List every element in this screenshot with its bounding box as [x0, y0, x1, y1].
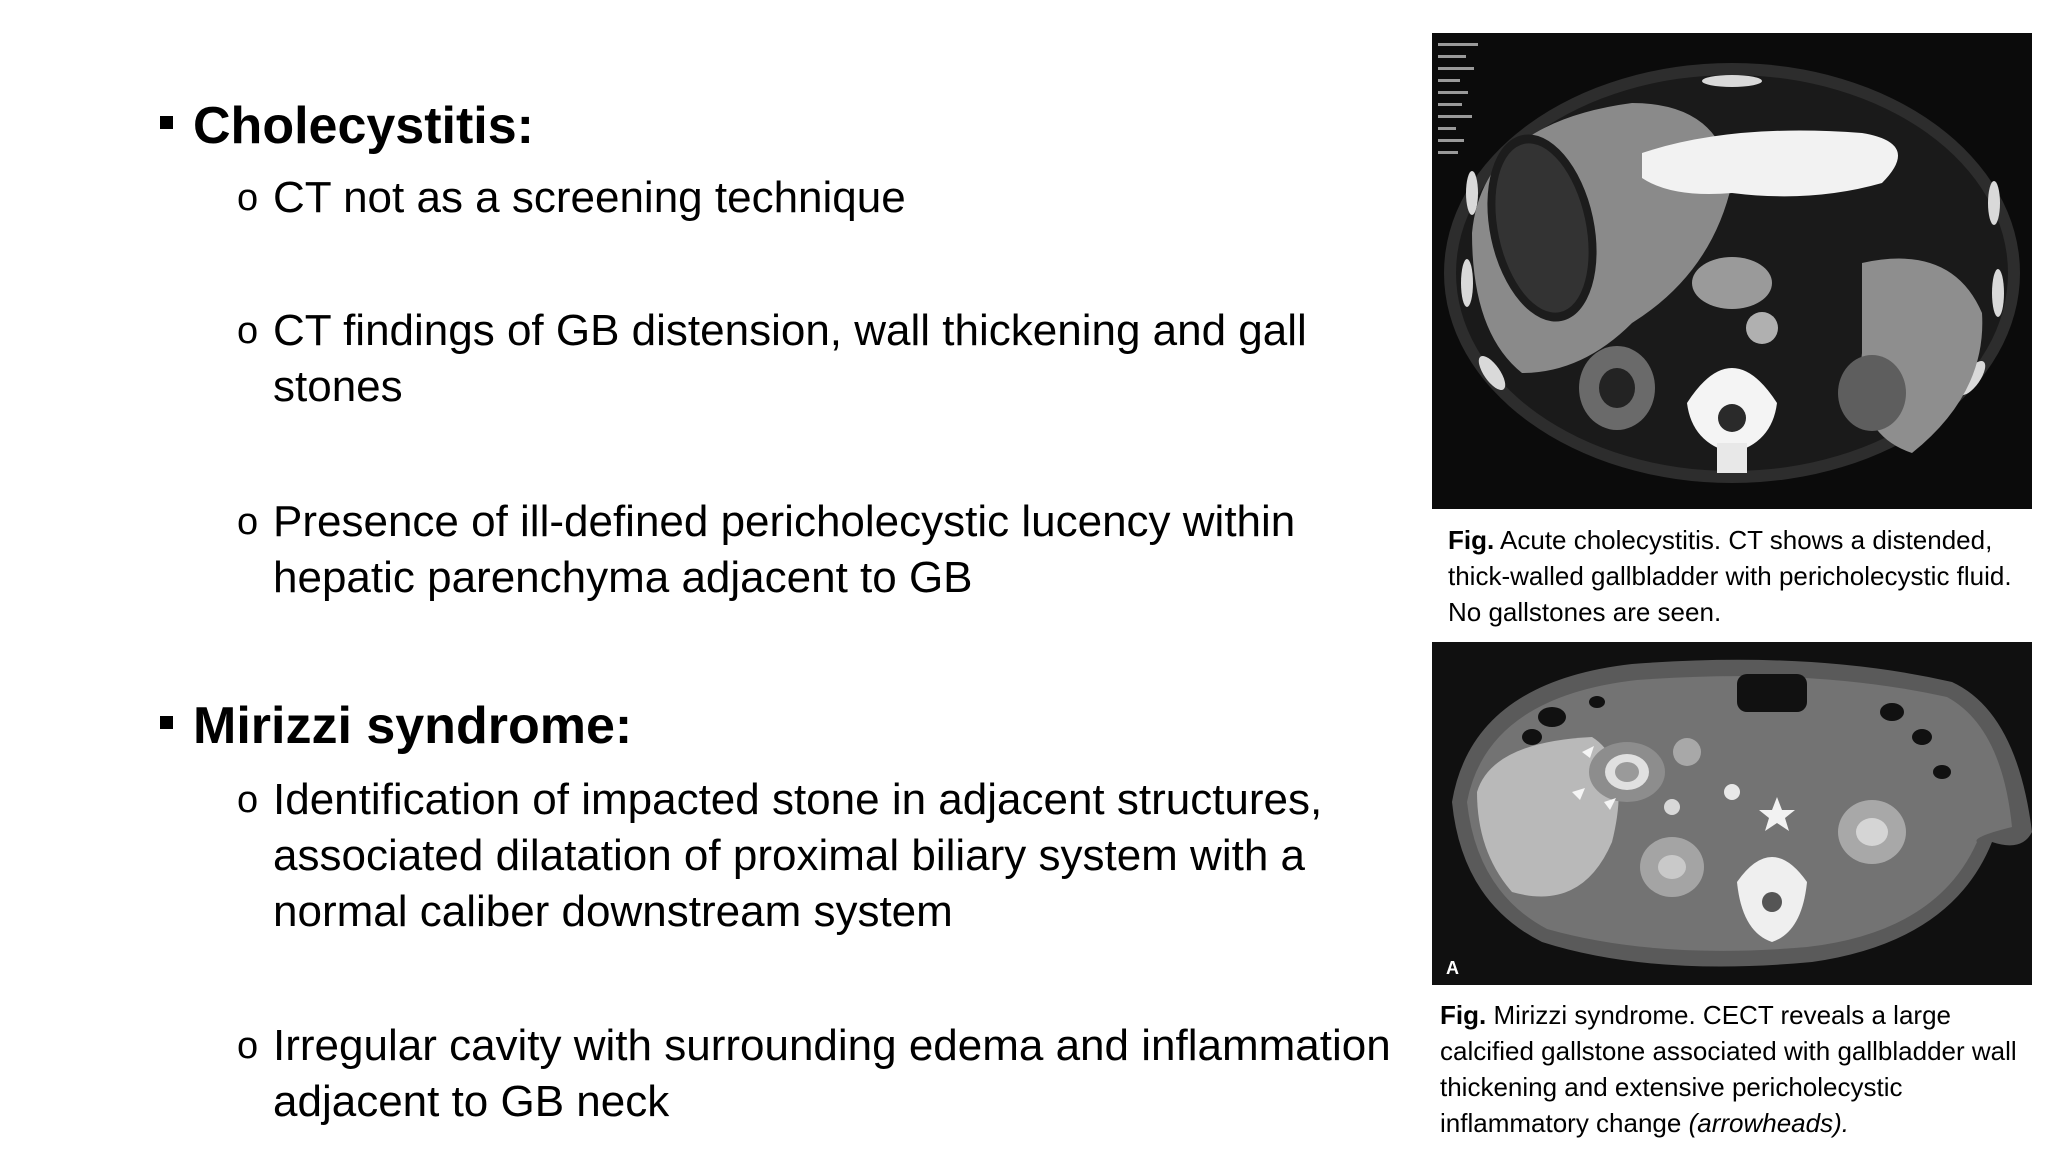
ct-image-mirizzi [1432, 642, 2032, 985]
point-1-3: o Presence of ill-defined pericholecystic lucency within hepatic parenchyma adjacent to GB [237, 494, 1397, 606]
square-bullet-icon [160, 116, 173, 129]
circle-bullet-icon: o [237, 779, 259, 821]
point-2-1: o Identification of impacted stone in adjacent structures, associated dilatation of proximal biliary system with a normal caliber downstream system [237, 772, 1397, 940]
caption-figure-1: Fig. Acute cholecystitis. CT shows a distended, thick-walled gallbladder with pericholecystic fluid. No gallstones are seen. [1448, 525, 2012, 627]
point-1-1: o CT not as a screening technique [237, 170, 1397, 226]
circle-bullet-icon: o [237, 310, 259, 352]
heading-cholecystitis: Cholecystitis: [193, 97, 534, 155]
circle-bullet-icon: o [237, 177, 259, 219]
caption-label: Fig. [1440, 1000, 1487, 1030]
caption-figure-2: Fig. Mirizzi syndrome. CECT reveals a large calcified gallstone associated with gallbladder wall thickening and extensive pericholecystic inflammatory change (arrowheads). [1440, 1000, 2017, 1138]
circle-bullet-icon: o [237, 1025, 259, 1067]
circle-bullet-icon: o [237, 501, 259, 543]
section-cholecystitis [160, 96, 534, 156]
point-1-2: o CT findings of GB distension, wall thickening and gall stones [237, 303, 1397, 415]
ct-image-cholecystitis [1432, 33, 2032, 509]
image-letter-label: A [1446, 958, 1459, 978]
section-mirizzi [160, 696, 632, 756]
square-bullet-icon [160, 716, 173, 729]
point-2-2: o Irregular cavity with surrounding edema and inflammation adjacent to GB neck [237, 1018, 1397, 1130]
heading-mirizzi: Mirizzi syndrome: [193, 697, 633, 755]
caption-label: Fig. [1448, 525, 1495, 555]
